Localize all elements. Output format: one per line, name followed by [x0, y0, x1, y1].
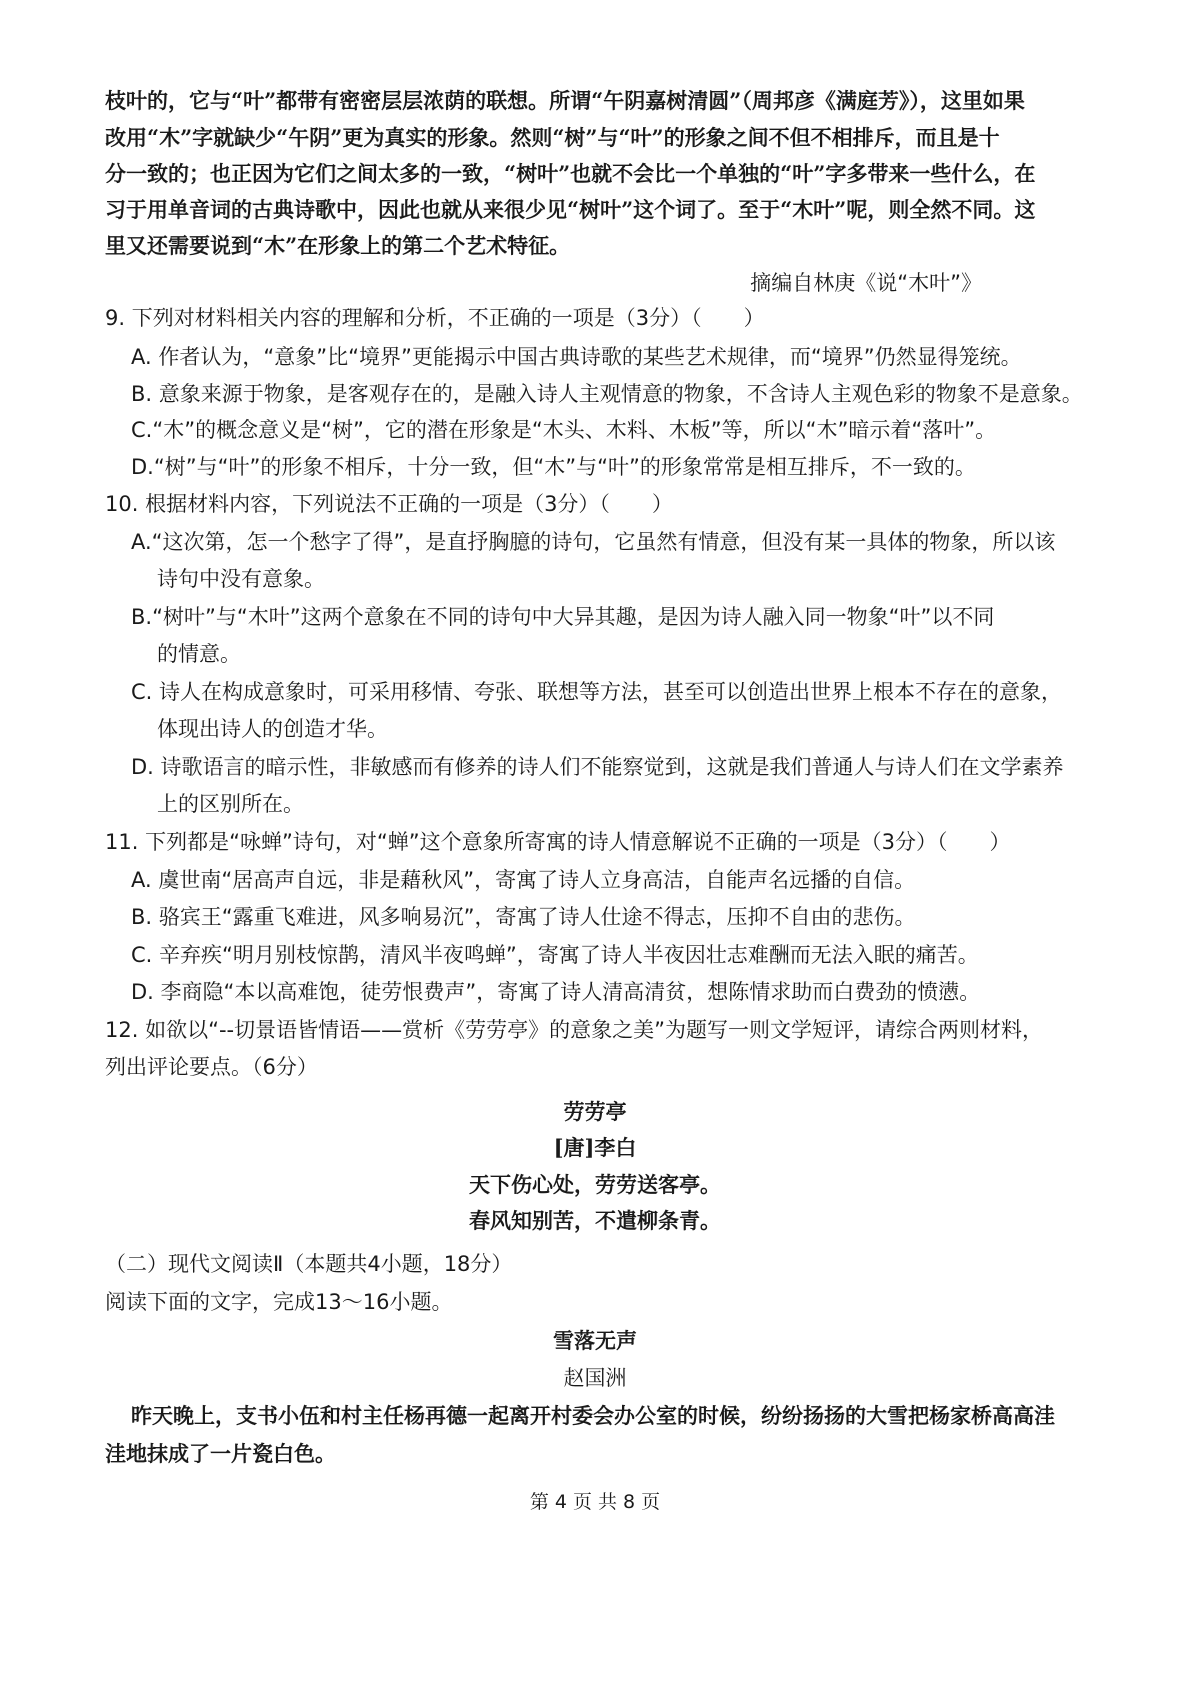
passage-line-2: 改用“木”字就缺少“午阴”更为真实的形象。然则“树”与“叶”的形象之间不但不相排斥，而且是十: [105, 125, 1000, 150]
page-number: 第 4 页 共 8 页: [529, 1491, 661, 1513]
section-instruction: 阅读下面的文字，完成13～16小题。: [105, 1290, 453, 1314]
question-9-option-b: B. 意象来源于物象，是客观存在的，是融入诗人主观情意的物象，不含诗人主观色彩的物象不是意象。: [131, 382, 1083, 406]
passage-source: 摘编自林庚《说“木叶”》: [750, 271, 982, 295]
question-10-option-b-cont: 的情意。: [157, 642, 241, 666]
passage-line-5: 里又还需要说到“木”在形象上的第二个艺术特征。: [105, 233, 571, 258]
question-12-stem-cont: 列出评论要点。（6分）: [105, 1055, 318, 1079]
question-9-stem: 9. 下列对材料相关内容的理解和分析，不正确的一项是（3分）（ ）: [105, 306, 765, 330]
passage-line-4: 习于用单音词的古典诗歌中，因此也就从来很少见“树叶”这个词了。至于“木叶”呢，则全然不同。这: [105, 197, 1036, 222]
story-paragraph-1: 昨天晚上，支书小伍和村主任杨再德一起离开村委会办公室的时候，纷纷扬扬的大雪把杨家桥高高洼: [131, 1403, 1055, 1428]
question-10-option-d: D. 诗歌语言的暗示性，非敏感而有修养的诗人们不能察觉到，这就是我们普通人与诗人们在文学素养: [131, 755, 1064, 779]
question-10-stem: 10. 根据材料内容，下列说法不正确的一项是（3分）（ ）: [105, 492, 673, 516]
question-12-stem: 12. 如欲以“--切景语皆情语——赏析《劳劳亭》的意象之美”为题写一则文学短评，请综合两则材料，: [105, 1018, 1043, 1042]
section-heading: （二）现代文阅读Ⅱ（本题共4小题，18分）: [105, 1252, 513, 1276]
poem-line-1: 天下伤心处，劳劳送客亭。: [469, 1172, 721, 1197]
passage-line-3: 分一致的；也正因为它们之间太多的一致，“树叶”也就不会比一个单独的“叶”字多带来一些什么，在: [105, 161, 1036, 186]
question-9-option-a: A. 作者认为，“意象”比“境界”更能揭示中国古典诗歌的某些艺术规律，而“境界”仍然显得笼统。: [131, 345, 1022, 369]
question-10-option-c: C. 诗人在构成意象时，可采用移情、夸张、联想等方法，甚至可以创造出世界上根本不存在的意象，: [131, 680, 1063, 704]
question-10-option-b: B.“树叶”与“木叶”这两个意象在不同的诗句中大异其趣，是因为诗人融入同一物象“叶”以不同: [131, 605, 995, 629]
story-title: 雪落无声: [553, 1329, 637, 1353]
poem-title: 劳劳亭: [563, 1099, 627, 1124]
question-11-option-a: A. 虞世南“居高声自远，非是藉秋风”，寄寓了诗人立身高洁，自能声名远播的自信。: [131, 868, 916, 892]
question-9-option-d: D.“树”与“叶”的形象不相斥，十分一致，但“木”与“叶”的形象常常是相互排斥，不一致的。: [131, 455, 976, 479]
question-11-stem: 11. 下列都是“咏蝉”诗句，对“蝉”这个意象所寄寓的诗人情意解说不正确的一项是（3分）（ ）: [105, 830, 1011, 854]
question-11-option-b: B. 骆宾王“露重飞难进，风多响易沉”，寄寓了诗人仕途不得志，压抑不自由的悲伤。: [131, 905, 916, 929]
question-10-option-a: A.“这次第，怎一个愁字了得”，是直抒胸臆的诗句，它虽然有情意，但没有某一具体的物象，所以该: [131, 530, 1056, 554]
question-10-option-c-cont: 体现出诗人的创造才华。: [157, 717, 388, 741]
question-9-option-c: C.“木”的概念意义是“树”，它的潜在形象是“木头、木料、木板”等，所以“木”暗示着“落叶”。: [131, 418, 997, 442]
question-11-option-d: D. 李商隐“本以高难饱，徒劳恨费声”，寄寓了诗人清高清贫，想陈情求助而白费劲的愤懑。: [131, 980, 981, 1004]
poem-author: [唐]李白: [553, 1135, 637, 1160]
story-paragraph-1-cont: 洼地抹成了一片瓷白色。: [105, 1441, 336, 1466]
story-author: 赵国洲: [563, 1366, 627, 1390]
question-11-option-c: C. 辛弃疾“明月别枝惊鹊，清风半夜鸣蝉”，寄寓了诗人半夜因壮志难酬而无法入眠的痛苦。: [131, 943, 979, 967]
poem-line-2: 春风知别苦，不遣柳条青。: [469, 1208, 721, 1233]
passage-line-1: 枝叶的，它与“叶”都带有密密层层浓荫的联想。所谓“午阴嘉树清圆”（周邦彦《满庭芳》），这里如果: [105, 88, 1025, 113]
question-10-option-a-cont: 诗句中没有意象。: [157, 567, 325, 591]
question-10-option-d-cont: 上的区别所在。: [157, 792, 304, 816]
